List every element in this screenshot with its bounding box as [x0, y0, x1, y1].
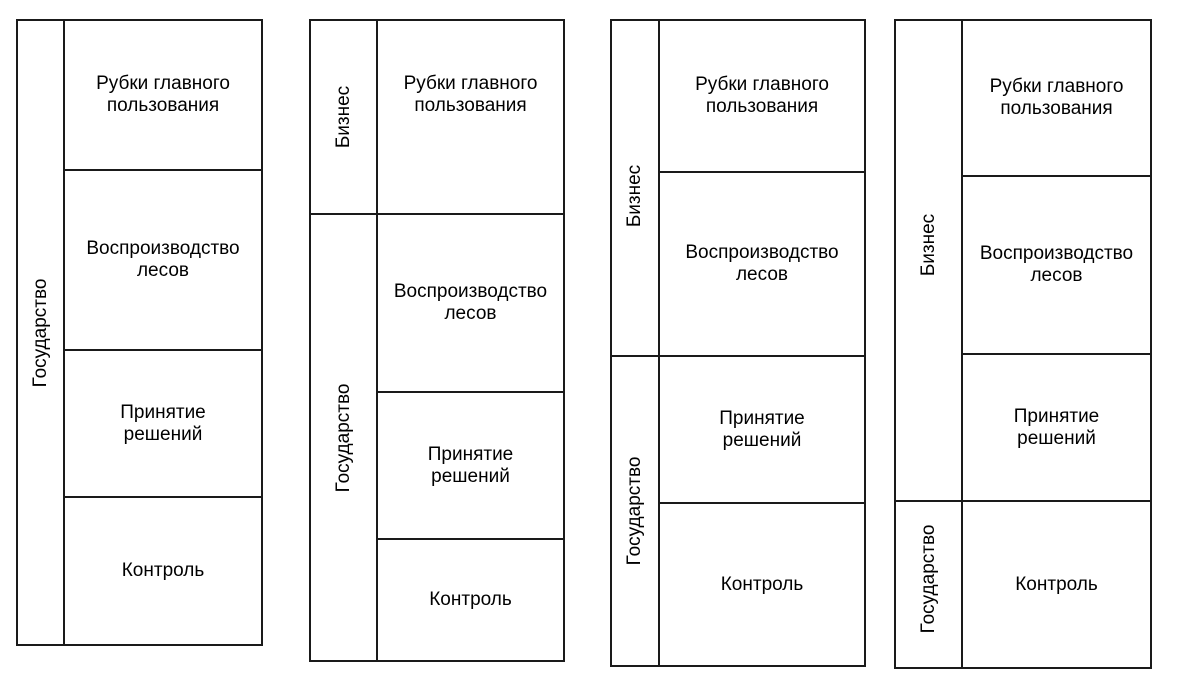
owner-state-label: Государство — [624, 456, 645, 566]
stage-control-label: Контроль — [121, 560, 205, 581]
stage-decision-making — [963, 353, 1150, 500]
stage-reforestation-label: Воспроизводство лесов — [685, 242, 839, 285]
stage-reforestation — [660, 171, 864, 355]
stage-main-felling-label: Рубки главного пользования — [989, 76, 1124, 119]
owner-business-column — [896, 21, 963, 500]
owner-state-column — [18, 21, 65, 644]
stage-decision-making — [660, 355, 864, 502]
owner-business-column — [612, 21, 660, 355]
stage-decision-making — [378, 391, 563, 538]
diagram-3 — [610, 19, 866, 667]
stage-control — [65, 496, 261, 644]
stage-control-label: Контроль — [720, 573, 804, 595]
owner-business-label: Бизнес — [624, 164, 645, 228]
stage-reforestation-label: Воспроизводство лесов — [979, 243, 1134, 286]
diagram-1 — [16, 19, 263, 646]
stage-decision-making-label: Принятие решений — [719, 407, 805, 451]
stage-control-label: Контроль — [1015, 573, 1098, 595]
stage-main-felling — [660, 21, 864, 171]
owner-state-column — [896, 500, 963, 667]
stage-control-label: Контроль — [429, 589, 512, 610]
stage-main-felling — [963, 21, 1150, 175]
stage-decision-making-label: Принятие решений — [120, 401, 206, 445]
owner-state-label: Государство — [29, 278, 51, 387]
stage-decision-making-label: Принятие решений — [427, 443, 514, 487]
diagram-4 — [894, 19, 1152, 669]
stage-reforestation-label: Воспроизводство лесов — [393, 281, 548, 324]
stage-reforestation-label: Воспроизводство лесов — [86, 238, 240, 281]
owner-state-label: Государство — [332, 383, 354, 492]
stage-decision-making — [65, 349, 261, 496]
owner-business-label: Бизнес — [917, 213, 939, 277]
stage-main-felling-label: Рубки главного пользования — [96, 73, 230, 116]
stage-control — [660, 502, 864, 665]
owner-state-label: Государство — [917, 524, 939, 634]
stage-reforestation — [65, 169, 261, 349]
stage-main-felling-label: Рубки главного пользования — [695, 74, 829, 117]
stage-decision-making-label: Принятие решений — [1013, 405, 1100, 449]
owner-business-column — [311, 21, 378, 213]
stage-control — [963, 500, 1150, 667]
owner-business-label: Бизнес — [332, 85, 354, 149]
owner-state-column — [612, 355, 660, 665]
stage-main-felling — [65, 21, 261, 169]
stage-reforestation — [963, 175, 1150, 353]
stage-main-felling — [378, 21, 563, 213]
stage-reforestation — [378, 213, 563, 391]
stage-main-felling-label: Рубки главного пользования — [403, 73, 538, 116]
diagram-2 — [309, 19, 565, 662]
stage-control — [378, 538, 563, 660]
owner-state-column — [311, 213, 378, 660]
